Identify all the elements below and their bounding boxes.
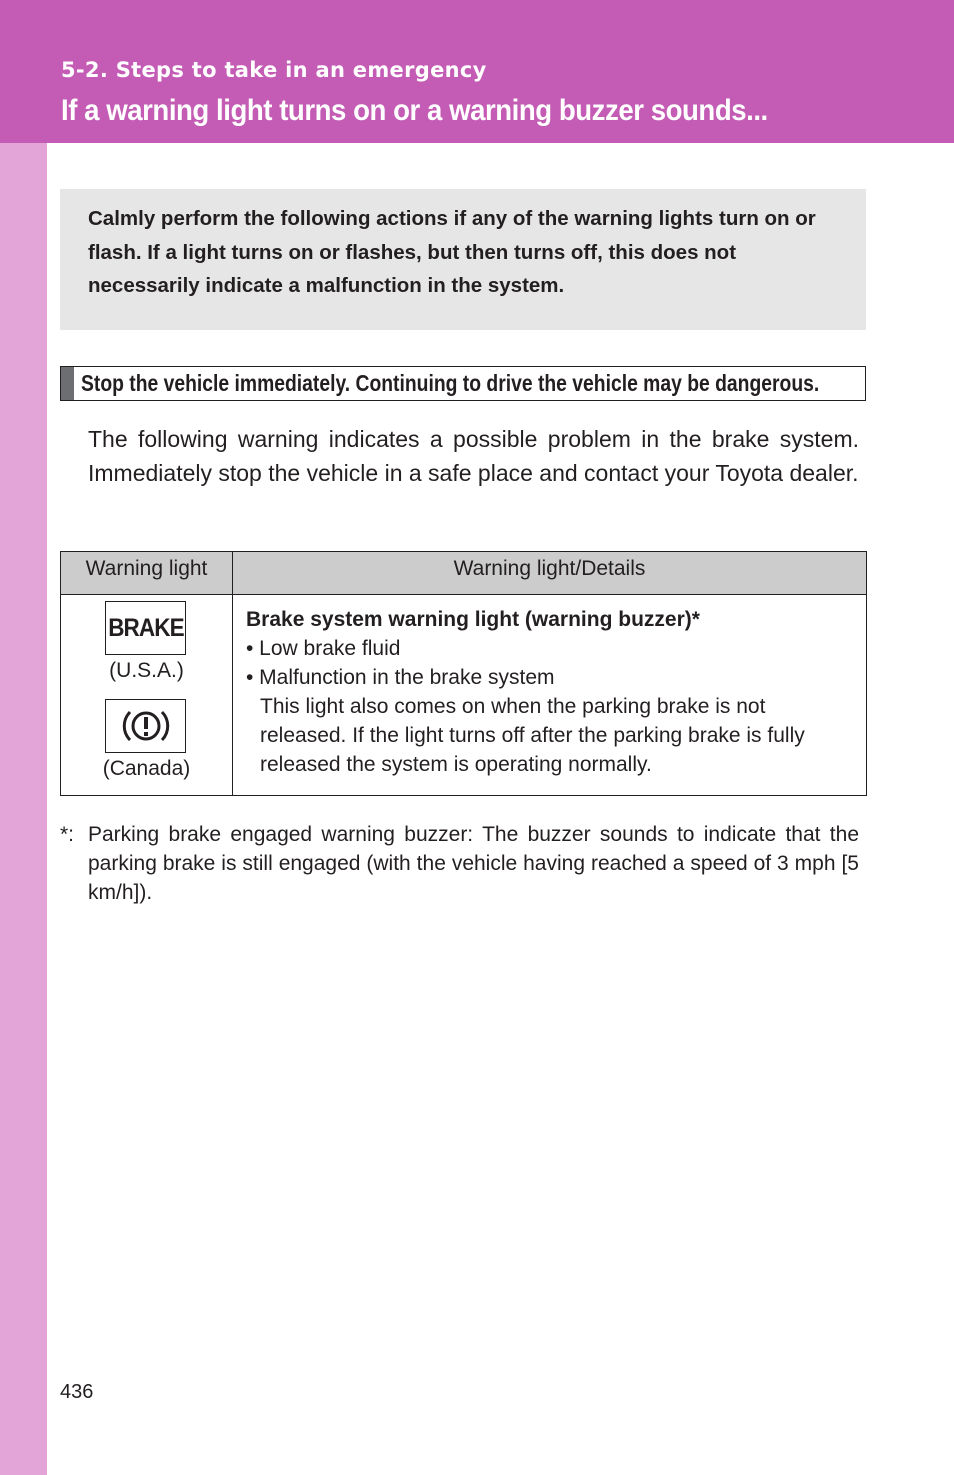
warning-banner-text: Stop the vehicle immediately. Continuing to drive the vehicle may be dangerous. <box>81 370 820 396</box>
intro-text: Calmly perform the following actions if any of the warning lights turn on or flash. If a light turns on or flashes, but then turns off, this does not necessarily indicate a malfunction in the system. <box>88 207 816 297</box>
brake-text-icon <box>105 601 186 655</box>
page-header <box>0 0 954 143</box>
brake-circle-exclamation-svg <box>120 706 172 746</box>
column-header-warning-light: Warning light <box>61 552 233 595</box>
brake-icon-label: BRAKE <box>107 613 184 642</box>
details-bullet: • Low brake fluid <box>246 637 401 660</box>
details-bullet: • Malfunction in the brake system <box>246 666 555 689</box>
brake-circle-exclamation-icon <box>105 699 186 753</box>
intro-box <box>60 189 866 330</box>
details-note: This light also comes on when the parking brake is not released. If the light turns off after the parking brake is fully released the system is operating normally. <box>260 695 805 776</box>
table-row <box>61 595 867 796</box>
footnote-mark: *: <box>60 823 75 846</box>
side-margin-strip <box>0 143 47 1475</box>
column-header-details: Warning light/Details <box>233 552 867 595</box>
table-header-row <box>61 552 867 595</box>
details-cell <box>233 595 867 796</box>
body-paragraph: The following warning indicates a possible problem in the brake system. Immediately stop the vehicle in a safe place and contact your Toyota dealer. <box>88 426 859 486</box>
warning-banner <box>60 366 866 401</box>
warning-light-cell <box>61 595 233 796</box>
warning-table <box>60 551 867 796</box>
page-number: 436 <box>60 1381 94 1403</box>
banner-marker <box>61 367 74 400</box>
section-label: 5-2. Steps to take in an emergency <box>61 58 487 82</box>
details-title: Brake system warning light (warning buzzer)* <box>246 608 700 631</box>
footnote-text: Parking brake engaged warning buzzer: The buzzer sounds to indicate that the parking brake is still engaged (with the vehicle having reached a speed of 3 mph [5 km/h]). <box>88 823 859 904</box>
page-title: If a warning light turns on or a warning buzzer sounds... <box>61 94 768 127</box>
region-label-usa: (U.S.A.) <box>109 659 184 682</box>
region-label-canada: (Canada) <box>102 757 191 780</box>
footnote <box>60 820 859 907</box>
